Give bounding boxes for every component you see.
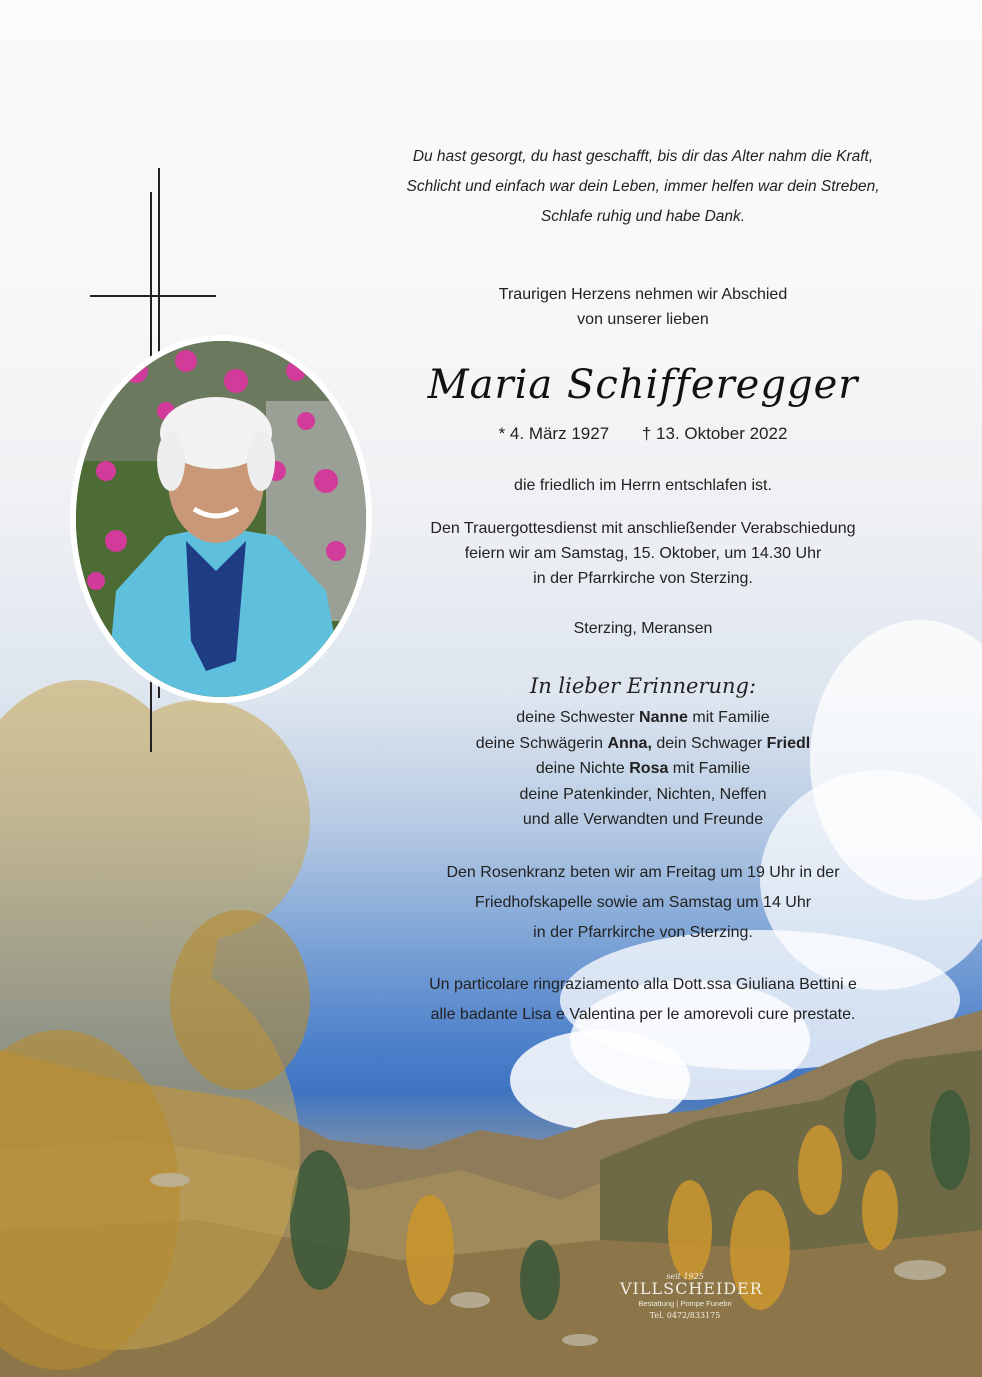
mourner-line-1: deine Schwester Nanne mit Familie xyxy=(516,709,770,726)
passed-text: die friedlich im Herrn entschlafen ist. xyxy=(514,477,772,494)
mourner-line-2: deine Schwägerin Anna, dein Schwager Friedl xyxy=(475,734,811,752)
quote-line-2: Schlicht und einfach war dein Leben, immer helfen war dein Streben, xyxy=(406,178,880,195)
intro-line-1: Traurigen Herzens nehmen wir Abschied xyxy=(498,286,788,303)
mourner-line-5: und alle Verwandten und Freunde xyxy=(522,811,764,828)
cross-horizontal-line xyxy=(90,295,216,297)
logo-since: seit 1925 xyxy=(666,1272,704,1281)
death-date: † 13. Oktober 2022 xyxy=(641,424,788,443)
thanks-text xyxy=(380,970,906,1030)
places-text: Sterzing, Meransen xyxy=(573,620,713,637)
logo-subtitle: Bestattung | Pompe Funebri xyxy=(638,1299,732,1308)
quote-line-3: Schlafe ruhig und habe Dank. xyxy=(540,208,746,225)
mourner-line-4: deine Patenkinder, Nichten, Neffen xyxy=(519,785,767,803)
deceased-name: Maria Schifferegger xyxy=(427,362,859,408)
portrait-photo xyxy=(76,341,366,697)
funeral-service-text xyxy=(380,516,906,591)
thanks-line-1: Un particolare ringraziamento alla Dott.ssa Giuliana Bettini e xyxy=(429,976,857,993)
poem-quote xyxy=(380,142,906,232)
rosary-line-1: Den Rosenkranz beten wir am Freitag um 19 Uhr in der xyxy=(446,864,840,881)
funeral-home-logo xyxy=(620,1272,763,1320)
service-line-3: in der Pfarrkirche von Sterzing. xyxy=(533,570,753,587)
quote-line-1: Du hast gesorgt, du hast geschafft, bis dir das Alter nahm die Kraft, xyxy=(412,148,874,165)
rosary-text xyxy=(380,858,906,948)
rosary-line-3: in der Pfarrkirche von Sterzing. xyxy=(533,924,753,941)
intro-text xyxy=(380,282,906,332)
logo-phone: Tel. 0472/833175 xyxy=(649,1311,721,1320)
memory-heading: In lieber Erinnerung: xyxy=(529,674,757,698)
service-line-2: feiern wir am Samstag, 15. Oktober, um 14.30 Uhr xyxy=(464,545,822,562)
mourner-line-3: deine Nichte Rosa mit Familie xyxy=(535,760,751,777)
intro-line-2: von unserer lieben xyxy=(577,311,709,328)
thanks-line-2: alle badante Lisa e Valentina per le amorevoli cure prestate. xyxy=(430,1006,856,1023)
portrait-frame xyxy=(70,335,372,703)
rosary-line-2: Friedhofskapelle sowie am Samstag um 14 Uhr xyxy=(474,894,812,911)
service-line-1: Den Trauergottesdienst mit anschließender Verabschiedung xyxy=(430,520,856,537)
logo-brand: VILLSCHEIDER xyxy=(620,1279,763,1298)
mourners-list xyxy=(380,705,906,833)
life-dates xyxy=(380,424,906,444)
birth-date: * 4. März 1927 xyxy=(498,424,610,443)
